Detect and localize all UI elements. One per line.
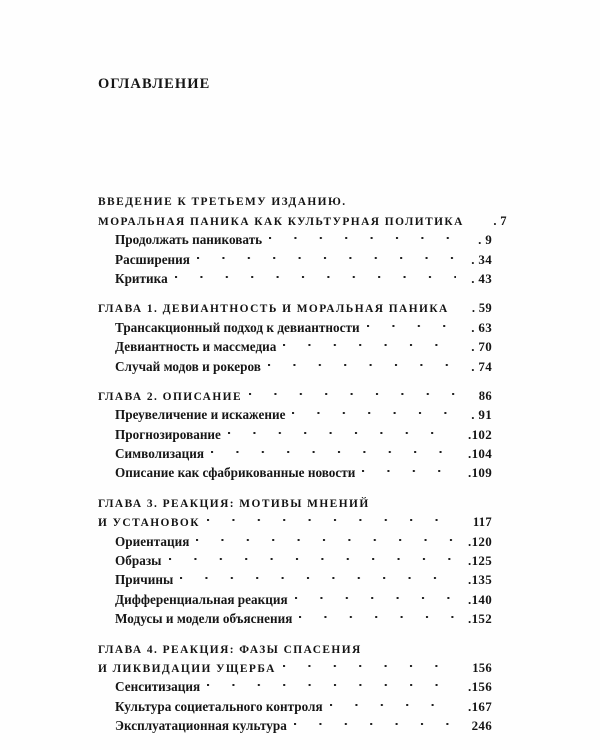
page-number: . 63 — [471, 319, 492, 335]
dot-leader — [369, 633, 456, 652]
toc-entry-label: Культура социетального контроля — [115, 698, 323, 714]
toc-heading-label: ГЛАВА 1. ДЕВИАНТНОСТЬ И МОРАЛЬНАЯ ПАНИКА — [98, 303, 449, 316]
toc-entry-label: Образы — [115, 553, 162, 569]
toc-heading-label: И ЛИКВИДАЦИИ УЩЕРБА — [98, 662, 276, 675]
toc-entry-label: Трансакционный подход к девиантности — [115, 319, 360, 335]
page-number: .109 — [468, 465, 492, 481]
toc-entry-label: Модусы и модели объяснения — [115, 611, 293, 627]
toc-heading-label: ГЛАВА 3. РЕАКЦИЯ: МОТИВЫ МНЕНИЙ — [98, 497, 370, 510]
toc-entry-label: Случай модов и рокеров — [115, 358, 261, 374]
dot-leader — [354, 186, 456, 205]
toc-entry-label: Ориентация — [115, 533, 190, 549]
dot-leader — [362, 458, 456, 477]
toc-entry-label: Причины — [115, 572, 174, 588]
toc-heading-label: И УСТАНОВОК — [98, 517, 200, 530]
toc-entry-label: Критика — [115, 270, 168, 286]
page-number: .104 — [468, 446, 492, 462]
page-number: . 70 — [471, 339, 492, 355]
toc-section — [98, 293, 492, 374]
page-number: .135 — [468, 572, 492, 588]
dot-leader — [180, 565, 456, 584]
dot-leader — [196, 526, 456, 545]
page-number: 246 — [471, 718, 492, 734]
dot-leader — [283, 653, 456, 672]
toc-section — [98, 633, 492, 734]
page-number: 117 — [472, 515, 492, 530]
dot-leader — [268, 351, 456, 370]
page-number: .120 — [468, 533, 492, 549]
dot-leader — [299, 604, 456, 623]
dot-leader — [367, 312, 456, 331]
toc-heading-row[interactable] — [98, 633, 492, 656]
toc-heading-row[interactable] — [98, 381, 492, 403]
dot-leader — [377, 487, 456, 506]
dot-leader — [197, 244, 456, 263]
page-number: . 59 — [471, 301, 492, 316]
page-number: . 91 — [471, 407, 492, 423]
dot-leader — [169, 546, 457, 565]
toc-heading-label: МОРАЛЬНАЯ ПАНИКА КАК КУЛЬТУРНАЯ ПОЛИТИКА — [98, 215, 464, 228]
dot-leader — [295, 584, 456, 603]
toc-entry-label: Символизация — [115, 446, 205, 462]
page-number: . 9 — [478, 232, 492, 248]
toc-entry-label: Эксплуатационная культура — [115, 718, 287, 734]
dot-leader — [211, 439, 456, 458]
toc-heading-label: ГЛАВА 2. ОПИСАНИЕ — [98, 390, 243, 403]
dot-leader — [228, 419, 456, 438]
toc-section — [98, 186, 507, 286]
page-number: 156 — [472, 660, 492, 675]
page-number: .167 — [468, 698, 492, 714]
dot-leader — [207, 507, 456, 526]
page-number: . 34 — [471, 251, 492, 267]
toc-heading-row[interactable] — [98, 487, 492, 510]
toc-entry-label: Сенситизация — [115, 679, 201, 695]
dot-leader — [175, 264, 456, 283]
toc-section — [98, 381, 492, 481]
page-number: .140 — [468, 591, 492, 607]
toc-entry-label: Девиантность и массмедиа — [115, 339, 277, 355]
page-number: . 74 — [471, 358, 492, 374]
dot-leader — [283, 332, 456, 351]
toc-heading-row[interactable] — [98, 293, 492, 316]
dot-leader — [269, 225, 456, 244]
page-number: .125 — [468, 553, 492, 569]
page-number: 86 — [478, 388, 492, 403]
dot-leader — [294, 711, 456, 730]
toc-entry-label: Прогнозирование — [115, 426, 221, 442]
page-number: . 7 — [493, 213, 507, 228]
page-title: ОГЛАВЛЕНИЕ — [98, 76, 211, 92]
page-number: .102 — [468, 426, 492, 442]
toc-entry-label: Описание как сфабрикованные новости — [115, 465, 356, 481]
toc-entry-label: Дифференциальная реакция — [115, 591, 288, 607]
toc-entry-label: Преувеличение и искажение — [115, 407, 286, 423]
page-number: .152 — [468, 611, 492, 627]
toc-heading-label: ГЛАВА 4. РЕАКЦИЯ: ФАЗЫ СПАСЕНИЯ — [98, 643, 362, 656]
page-number: . 43 — [471, 270, 492, 286]
dot-leader — [207, 672, 456, 691]
toc-heading-label: ВВЕДЕНИЕ К ТРЕТЬЕМУ ИЗДАНИЮ. — [98, 196, 347, 209]
toc-entry-label: Продолжать паниковать — [115, 232, 263, 248]
dot-leader — [249, 381, 456, 400]
dot-leader — [292, 400, 456, 419]
table-of-contents — [98, 186, 507, 734]
toc-entry-label: Расширения — [115, 251, 190, 267]
page-number: .156 — [468, 679, 492, 695]
dot-leader — [330, 691, 456, 710]
toc-section — [98, 487, 492, 627]
toc-heading-row[interactable] — [98, 186, 492, 209]
